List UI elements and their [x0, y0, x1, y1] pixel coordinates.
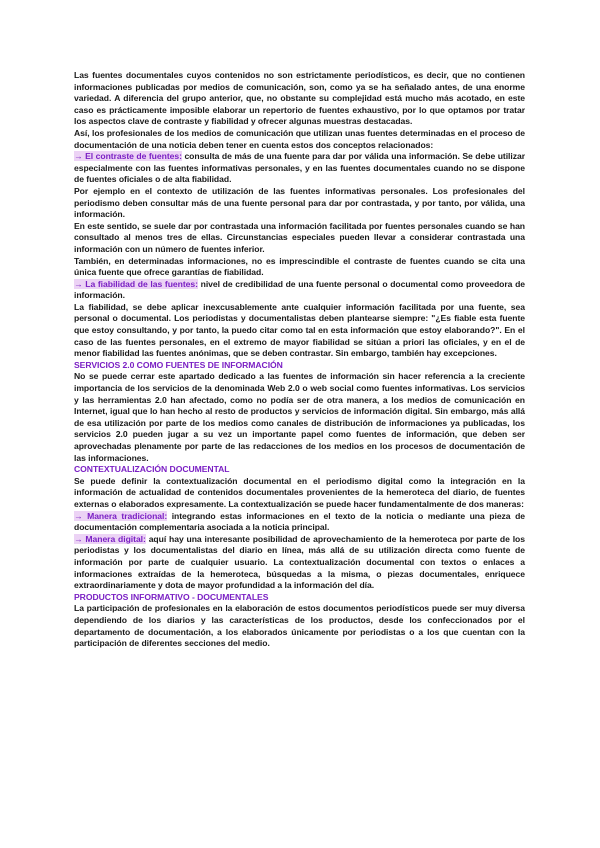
paragraph-contextualizacion: Se puede definir la contextualización documental en el periodismo digital como la integración en la información de actualidad de contenidos documentales provenientes de la hemeroteca del diario, de fuentes externas o elaborados expresamente. La contextualización se puede hacer fundamentalmente de dos maneras:	[74, 475, 525, 509]
term-tradicional: → Manera tradicional:	[74, 510, 168, 521]
term-fiabilidad: → La fiabilidad de las fuentes:	[74, 278, 198, 289]
heading-productos: PRODUCTOS INFORMATIVO - DOCUMENTALES	[74, 591, 269, 602]
paragraph-example: Por ejemplo en el contexto de utilización de las fuentes informativas personales. Los profesionales del periodismo deben consultar más de una fuente personal para dar por contrastada, y por tanto, por válida, una información.	[74, 185, 525, 220]
definition-contraste: consulta de más de una fuente para dar por válida una información. Se debe utilizar especialmente con las fuentes informativas personales, y en las fuentes documentales cuando no se dispone de fuentes oficiales o de alta fiabilidad.	[74, 151, 526, 185]
paragraph-concepts: Así, los profesionales de los medios de comunicación que utilizan unas fuentes determinadas en el proceso de documentación de una noticia deben tener en cuenta estos dos conceptos relacionados:	[74, 127, 525, 150]
paragraph-contraste	[74, 151, 525, 186]
paragraph-also: También, en determinadas informaciones, no es imprescindible el contraste de fuentes cuando se cita una única fuente que ofrece garantías de fiabilidad.	[74, 255, 525, 278]
paragraph-intro: Las fuentes documentales cuyos contenidos no son estrictamente periodísticos, es decir, que no contienen informaciones publicadas por medios de comunicación, son, como ya se ha señalado antes, de una enorme variedad. A diferencia del grupo anterior, que, no obstante su complejidad está mucho más acotado, en este caso es prácticamente imposible elaborar un repertorio de fuentes exhaustivo, por lo que optamos por tratar los aspectos clave de contraste y fiabilidad y ofrecer algunas muestras destacadas.	[74, 70, 525, 127]
paragraph-fiabilidad	[74, 279, 525, 302]
paragraph-productos: La participación de profesionales en la elaboración de estos documentos periodísticos puede ser muy diversa dependiendo de los diarios y las características de los productos, desde los confeccionados por el departamento de documentación, a los elaborados únicamente por periodistas o a los que cuentan con la participación de diferentes secciones del medio.	[74, 603, 525, 649]
term-digital: → Manera digital:	[74, 533, 146, 544]
definition-fiabilidad: nivel de credibilidad de una fuente personal o documental como proveedora de información.	[74, 278, 525, 301]
definition-tradicional: integrando estas informaciones en el texto de la noticia o mediante una pieza de documentación complementaria asociada a la noticia principal.	[74, 510, 525, 533]
paragraph-digital	[74, 534, 525, 592]
heading-servicios: SERVICIOS 2.0 COMO FUENTES DE INFORMACIÓN	[74, 359, 283, 370]
definition-digital: aquí hay una interesante posibilidad de aprovechamiento de la hemeroteca por parte de los periodistas y los documentalistas del diario en línea, más allá de su utilización directa como fuente de información por parte de cualquier usuario. La contextualización documental con textos o enlaces a informaciones extraídas de la hemeroteca, búsquedas a la misma, o piezas documentales, enriquece extraordinariamente y dota de mayor profundidad a la información del día.	[74, 533, 525, 591]
document-page	[74, 70, 525, 650]
paragraph-sense: En este sentido, se suele dar por contrastada una información facilitada por fuentes personales cuando se han consultado al menos tres de ellas. Circunstancias especiales pueden llevar a considerar contrastada una información con un número de fuentes inferior.	[74, 220, 525, 254]
paragraph-tradicional	[74, 511, 525, 534]
paragraph-servicios: No se puede cerrar este apartado dedicado a las fuentes de información sin hacer referencia a la creciente importancia de los servicios de la denominada Web 2.0 o web social como fuentes informativas. Los servicios y las herramientas 2.0 han afectado, como no podía ser de otra manera, a los medios de comunicación en Internet, igual que lo han hecho al resto de productos y servicios de información digital. Sin embargo, más allá de esa utilización por parte de los medios como canales de distribución de informaciones ya publicadas, los servicios 2.0 pueden jugar a su vez un importante papel como fuentes de información, que deben ser aprovechadas plenamente por parte de las redacciones de los medios en los procesos de documentación de las informaciones.	[74, 371, 525, 463]
heading-contextualizacion: CONTEXTUALIZACIÓN DOCUMENTAL	[74, 464, 230, 475]
term-contraste: → El contraste de fuentes:	[74, 151, 182, 162]
paragraph-fiabilidad-detail: La fiabilidad, se debe aplicar inexcusablemente ante cualquier información facilitada por una fuente, sea personal o documental. Los periodistas y documentalistas deben plantearse siempre: "¿Es fiable esta fuente que estoy consultando, y por tanto, la puedo citar como tal en esta información que estoy elaborando?". En el caso de las fuentes personales, en el extremo de mayor fiabilidad se sitúan a priori las oficiales, y en el de menor fiabilidad las fuentes anónimas, que se deben contrastar. Sin embargo, también hay excepciones.	[74, 301, 525, 359]
